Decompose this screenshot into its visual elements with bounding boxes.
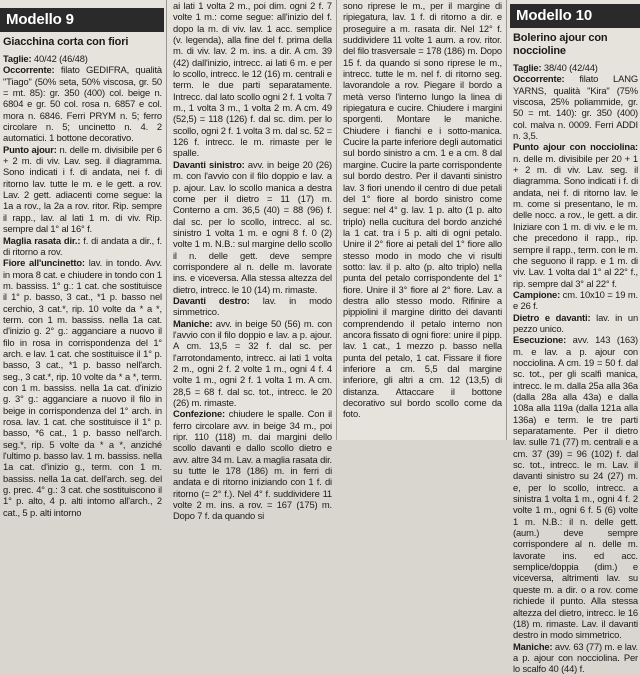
paragraph: Taglie: 38/40 (42/44) xyxy=(513,62,598,73)
model-10-title: Modello 10 xyxy=(510,4,640,28)
paragraph: Confezione: chiudere le spalle. Con il ferro circolare avv. in beige 34 m., poi ripr. 110 (118) m. dai margini dello scollo davanti e dallo scollo dietro e avv. altre 34 m. Lav. a maglia rasata dir. su tutte le 178 (186) m. in ferri di andata e di ritorno iniziando con 1 f. di ritorno (= 2° f.). Nel 4° f. suddividere 11 volte 2 m. ins. a rov. = 167 (175) m. Dopo 7 f. da quando si xyxy=(173,408,332,522)
paragraph: Davanti sinistro: avv. in beige 20 (26) m. con l'avvio con il filo doppio e lav. a p. ajour. Lav. lo scollo manica a destra come per il dietro = 11 (17) m. Conterno a cm. 36,5 (40) = 88 (96) f. dal sc. per lo scollo, intrecc. al sc. sinistro 1 volta 1 m. e ogni 8 f. 0 (2) volte 1 m. N.B.: sul margine dello scollo il n. delle gett. deve sempre corrispondere al n. delle m. lavorate ins. e viceversa. Alla stessa altezza del dietro, intrecc. le 10 (14) m. rimaste. xyxy=(173,158,333,295)
paragraph: Maglia rasata dir.: f. di andata a dir., f. di ritorno a rov. xyxy=(3,234,162,257)
column-2 xyxy=(170,0,334,522)
paragraph: Occorrente: filato LANG YARNS, qualità "Kira" (75% viscosa, 25% poliammide, gr. 50 = mt. 140): gr. 350 (400) col. malva n. 0009. Ferri ADDI n. 3,5. xyxy=(513,73,638,142)
section-heading: Dietro e davanti: xyxy=(513,311,591,323)
section-heading: Occorrente: xyxy=(513,73,565,85)
section-heading: Campione: xyxy=(513,288,561,300)
paragraph: sono riprese le m., per il margine di ripiegatura, lav. 1 f. di ritorno a dir. e proseguire a m. rasata dir. Nel 12° f. suddividere 11 volte 1 aum. a rov. ritor. del filo trasversale = 178 (186) m. Dopo 15 f. da quando si sono riprese le m., intrecc. tutte le m. nel f. di ritorno seg. lavorandole a rov. Piegare il bordo a metà verso l'interno lungo la linea di ripiegatura e cucire. Chiudere i margini sporgenti. Montare le maniche. Chiudere i fianchi e i sotto-manica. Cucire la parte inferiore degli automatici sul bordo sinistro a cm. 1 e a cm. 8 dal margine. Cucire la parte corrispondente sul bordo destro. Per il davanti sinistro lav. 3 fiori unendo il centro di due petali del 1° fiore al bordo sinistro come segue: nel 4° g. lav. 1 p. alto (1 p. alto triplo) nella cucitura del bordo anziché la 1 cat. tra i 5 p. alti di ogni petalo. Unire il 2° fiore ai petali del 1° fiore allo stesso modo in modo che vi risulti sotto: lav. il p. alto (p. alto triplo) nella punta del petalo corrispondente del 1° fiore. Unire il 3° fiore al 2° fiore. Lav. a destra allo stesso modo. Rifinire a pippiolini il margine diritto dei davanti comprendendo il petalo interno non ancora fissato di ogni fiore: unire il pipp. lav. 1 cat., 1 mezzo p. basso nella punta del petalo, 1 cat. Fissare il fiore inferiore a cm. 5,5 dal margine inferiore, gli altri a cm. 12 (13,5) di distanza. Attaccare il bottone decorativo sul bordo scollo come da foto. xyxy=(343,0,502,420)
paragraph: Davanti destro: lav. in modo simmetrico. xyxy=(173,294,332,318)
paragraph: Punto ajour con nocciolina: n. delle m. divisibile per 20 + 1 + 2 m. di viv. Lav. seg. il diagramma. Sono indicati i f. di andata, nei f. di ritorno lav. le m. come si presentano, le m. delle nocc. a rov., le gett. a dir. Iniziare con 1 m. di viv. e le m. che precedono il rapp., rip. sempre il rapp., term. con le m. che seguono il rapp. e 1 m. di viv. Lav. 1 volta dal 1° al 22° f., rip. sempre dal 3° al 22° f. xyxy=(513,141,638,289)
paragraph: Esecuzione: avv. 143 (163) m. e lav. a p. ajour con nocciolina. A cm. 19 = 50 f. dal sc. tot., per gli scalfi manica, intrecc. le m. dalla 25a alla 36a (dalla 28a alla 43a) e dalla 108a alla 119a (dalla 121a alla 136a) e term. le tre parti separatamente. Per il dietro lav. sulle 71 (77) m. centrali e a cm. 37 (39) = 96 (102) f. dal sc. tot., intrecc. le m. Lav. il davanti sinistro su 24 (27) m. e, per lo scollo, intrecc. a sinistra 1 volta 1 m., ogni 4 f. 2 volte 1 m., ogni 6 f. 5 (6) volte 1 m. N.B.: il n. delle gett. (aum.) deve sempre corrispondere al n. delle m. lavorate ins. ed acc. semplice/doppia (dim.) e viceversa, altrimenti lav. su queste m. a dir. o a rov. come richiede il punto. Alla stessa altezza del dietro, intrecc. le 16 (18) m. rimaste. Lav. il davanti destro in modo simmetrico. xyxy=(513,334,638,641)
section-heading: Taglie: xyxy=(3,53,32,64)
section-heading: Fiore all'uncinetto: xyxy=(3,257,85,269)
column-divider xyxy=(166,0,167,440)
column-divider xyxy=(336,0,337,440)
section-heading: Confezione: xyxy=(173,408,225,420)
section-heading: Maniche: xyxy=(513,640,553,652)
paragraph: Occorrente: filato GEDIFRA, qualità "Tiago" (50% seta, 50% viscosa, gr. 50 = mt. 85): gr. 350 (400) col. beige n. 6804 e gr. 50 col. rosa n. 6857 e col. mora n. 6846. Ferri PRYM n. 5; ferro circolare n. 5; uncinetto n. 4. 2 automatici. 1 bottone decorativo. xyxy=(3,64,162,144)
column-divider xyxy=(506,0,507,440)
section-heading: Taglie: xyxy=(513,62,542,73)
section-heading: Maglia rasata dir.: xyxy=(3,234,81,246)
section-heading: Punto ajour: xyxy=(3,143,57,155)
model-10-subtitle: Bolerino ajour con noccioline xyxy=(513,32,608,57)
section-heading: Davanti destro: xyxy=(173,294,250,306)
paragraph: Taglie: 40/42 (46/48) xyxy=(3,53,88,64)
paragraph: Fiore all'uncinetto: lav. in tondo. Avv. in mora 8 cat. e chiudere in tondo con 1 m. bassiss. 1° g.: 1 cat. che sostituisce il 1° p. basso, 3 cat., *1 p. basso nel cerchio, 3 cat.*, rip. 10 volte da * a *, term. con 1 m. bassiss. nella 1a cat. d'inizio g. 2° g.: agganciare a nuovo il filo in rosa in corrispondenza del 1° arch. e lav. 1 cat. che sostituisce il 1° p. basso, 3 cat., *1 p. basso nell'arch. seg., 3 cat.*, rip. 10 volte da * a *, term. con 1 m. bassiss. nella 1a cat. d'inizio g. 3° g.: agganciare a nuovo il filo in beige in corrispondenza del 1° arch. in rosa. lav. 1 cat. che sostituisce il 1° p. basso, *6 cat., 1 p. basso nell'arch. seg.*, rip. 5 volte da * a *, anziché l'ultimo p. basso lav. 1 m. bassiss. nella 1a cat. d'inizio g., term. con 1 m. bassiss. nella 1a cat. dell'arch. seg. del g. prec. 4° g.: 3 cat. che sostituiscono il 1° p. alto, 4 p. alti intorno all'arch., 2 cat., 5 p. alti intorno xyxy=(3,257,162,518)
section-heading: Esecuzione: xyxy=(513,334,567,346)
paragraph: Dietro e davanti: lav. in un pezzo unico. xyxy=(513,311,639,334)
section-heading: Punto ajour con nocciolina: xyxy=(513,141,638,153)
section-heading: Occorrente: xyxy=(3,64,55,76)
model-9-subtitle: Giacchina corta con fiori xyxy=(3,36,129,48)
paragraph: ai lati 1 volta 2 m., poi dim. ogni 2 f. 7 volte 1 m.: come segue: all'inizio del f. dopo la m. di viv. lav. 1 acc. semplice (v. legenda), alla fine del f. prima della m. di viv. lav. 2 m. ins. a dir. A cm. 39 (42) dall'inizio, intrecc. ai lati 6 m. e per lo scollo, intrecc. le 12 (16) m. centrali e term. le due parti separatamente. Intrecc. dal lato scollo ogni 2 f. 1 volta 7 m., 1 volta 3 m., 1 volta 2 m. A cm. 49 (52,5) = 118 (126) f. dal sc. dim. per lo scollo, ogni 2 f. 1 volta 3 m. dal sc. 52 = 126 f. intrecc. le m. rimaste per le spalle. xyxy=(173,0,332,159)
section-heading: Maniche: xyxy=(173,317,213,329)
paragraph: Campione: cm. 10x10 = 19 m. e 26 f. xyxy=(513,288,638,312)
model-9-title: Modello 9 xyxy=(0,8,164,32)
column-4 xyxy=(510,0,640,675)
column-3 xyxy=(340,0,504,440)
column-1 xyxy=(0,0,164,518)
paragraph: Maniche: avv. 63 (77) m. e lav. a p. ajour con nocciolina. Per lo scalfo 40 (44) f. xyxy=(513,640,638,675)
paragraph: Punto ajour: n. delle m. divisibile per 6 + 2 m. di viv. Lav. seg. il diagramma. Sono indicati i f. di andata, nei f. di ritorno lav. tutte le m. e le gett. a rov. Lav. 2 gett. adiacenti come segue: la 1a a rov., la 2a a rov. ritor. Rip. sempre il rapp., lav. al lati 1 m. di viv. Rip. sempre dal 1° al 16° f. xyxy=(3,143,162,235)
paragraph: Maniche: avv. in beige 50 (56) m. con l'avvio con il filo doppio e lav. a p. ajour. A cm. 13,5 = 32 f. dal sc. per l'arrotondamento, intrecc. ai lati 1 volta 2 m., ogni 2 f. 2 volte 1 m., ogni 4 f. 4 volte 1 m., ogni 2 f. 1 volta 1 m. A cm. 28,5 = 68 f. dal sc. tot., intrecc. le 20 (26) m. rimaste. xyxy=(173,317,332,409)
section-heading: Davanti sinistro: xyxy=(173,158,245,170)
